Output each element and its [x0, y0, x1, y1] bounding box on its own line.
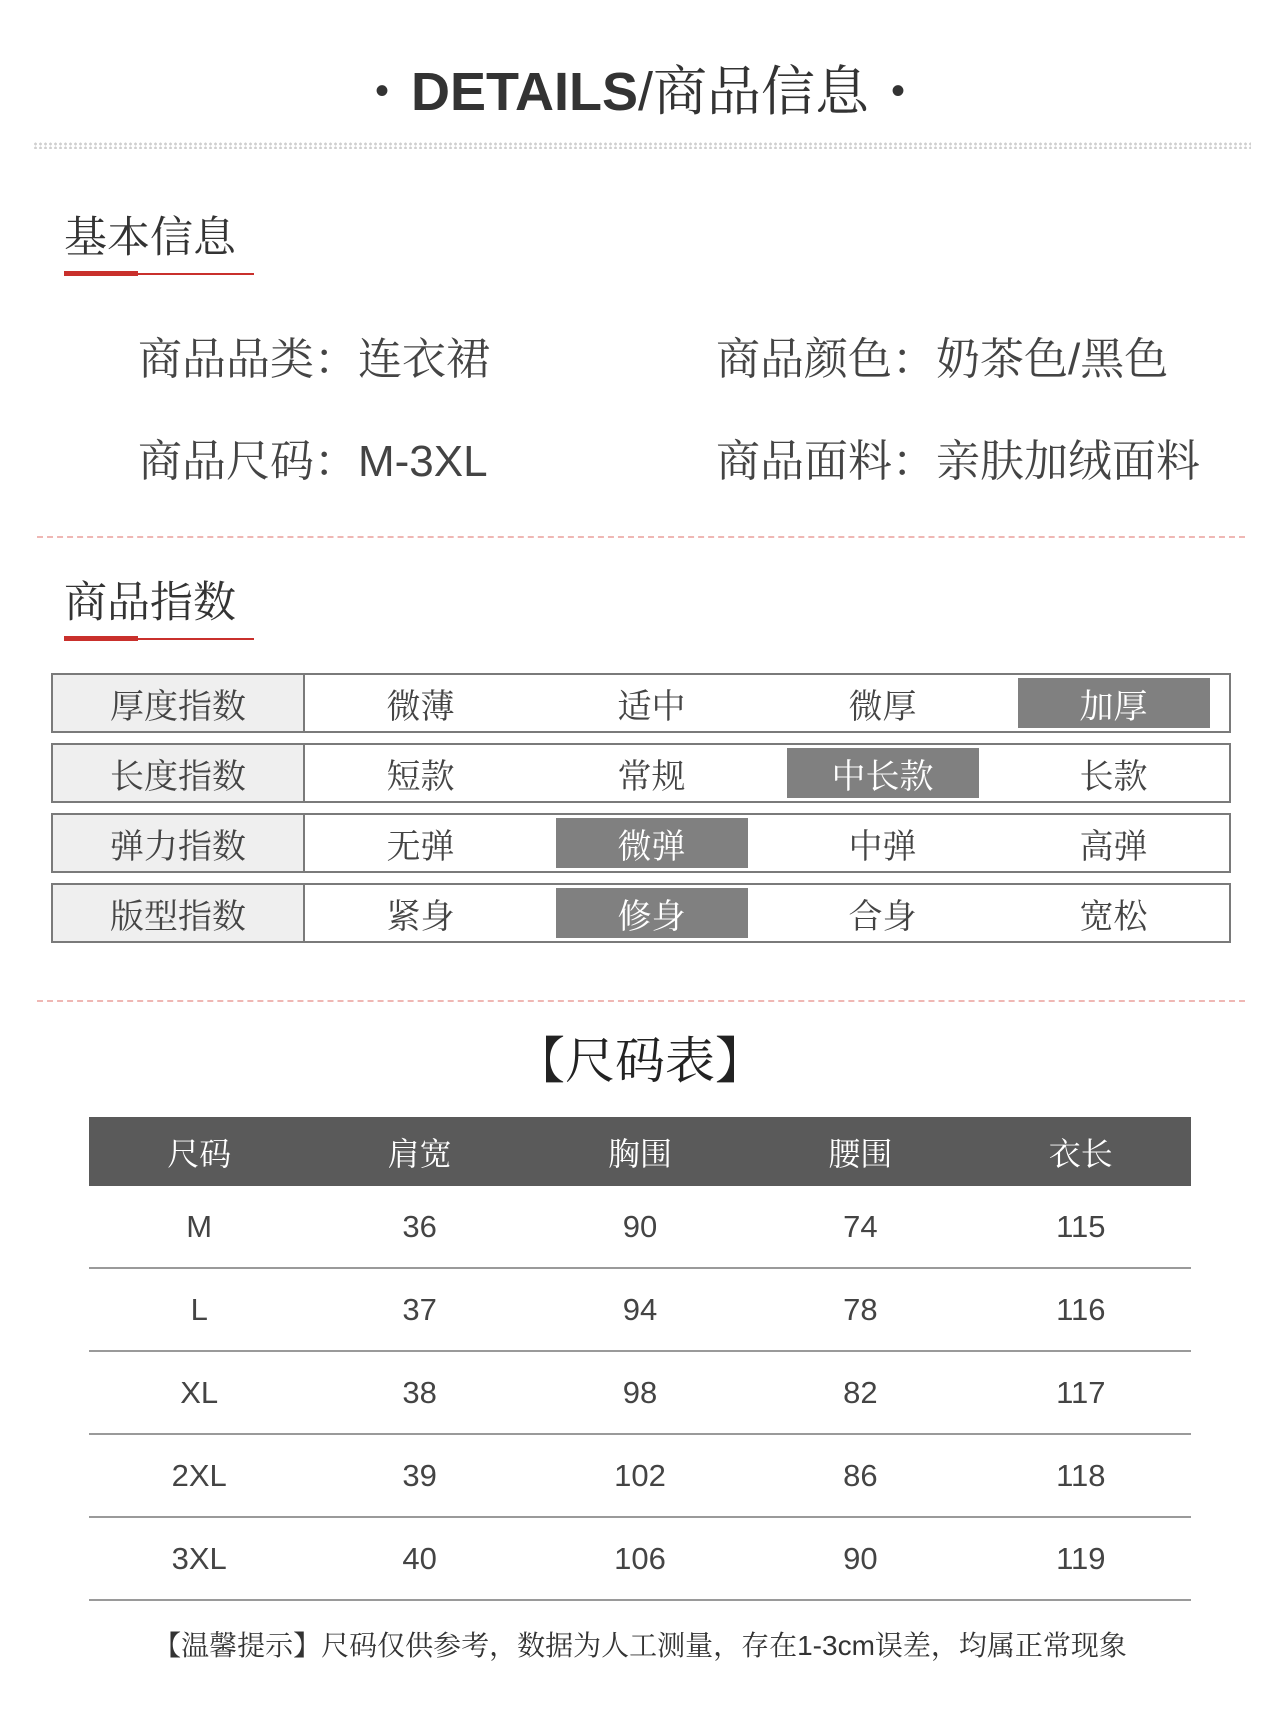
product-index-heading: 商品指数: [64, 579, 236, 627]
index-option-label: 常规: [617, 757, 686, 796]
size-chart-title: 【尺码表】: [515, 1033, 765, 1089]
size-col-header: 肩宽: [309, 1117, 529, 1186]
page-title: [0, 56, 1280, 127]
index-option-label: 无弹: [386, 827, 455, 866]
table-cell: 106: [530, 1517, 750, 1600]
index-option-label: 合身: [848, 897, 917, 936]
index-option-label: 宽松: [1079, 897, 1148, 936]
table-cell: 3XL: [89, 1517, 309, 1600]
index-option-label: 微厚: [848, 687, 917, 726]
info-size: [138, 434, 488, 490]
index-row: [51, 813, 1231, 873]
table-cell: 40: [309, 1517, 529, 1600]
index-option-label: 高弹: [1079, 827, 1148, 866]
index-option-label: 长款: [1079, 757, 1148, 796]
index-option: [998, 745, 1229, 801]
index-option: [767, 675, 998, 731]
info-color-value: 奶茶色/黑色: [936, 335, 1169, 384]
table-cell: 119: [971, 1517, 1191, 1600]
index-option-label: 短款: [386, 757, 455, 796]
table-cell: 2XL: [89, 1434, 309, 1517]
index-option: [998, 885, 1229, 941]
info-size-label: 商品尺码：: [138, 437, 358, 486]
index-option: [767, 815, 998, 871]
product-index-underline: [64, 638, 254, 640]
table-cell: 102: [530, 1434, 750, 1517]
size-table: [89, 1117, 1191, 1601]
index-row-label: 版型指数: [53, 885, 305, 941]
table-cell: 78: [750, 1268, 970, 1351]
index-option: [767, 745, 998, 801]
index-option: [998, 675, 1229, 731]
index-option: [536, 745, 767, 801]
index-row: [51, 883, 1231, 943]
info-category: [138, 332, 490, 388]
index-option-selected: 中长款: [787, 748, 979, 798]
index-row-label: 厚度指数: [53, 675, 305, 731]
tip-text: 【温馨提示】尺码仅供参考，数据为人工测量，存在1-3cm误差，均属正常现象: [153, 1630, 1127, 1661]
index-option-selected: 微弹: [556, 818, 748, 868]
table-cell: XL: [89, 1351, 309, 1434]
index-row: [51, 743, 1231, 803]
table-cell: 90: [530, 1186, 750, 1268]
index-option: [305, 815, 536, 871]
table-cell: 86: [750, 1434, 970, 1517]
table-row: [89, 1268, 1191, 1351]
title-divider: [33, 142, 1251, 149]
table-cell: 82: [750, 1351, 970, 1434]
title-bullet-right: •: [891, 69, 906, 113]
table-cell: 94: [530, 1268, 750, 1351]
index-option: [536, 815, 767, 871]
size-col-header: 尺码: [89, 1117, 309, 1186]
table-row: [89, 1186, 1191, 1268]
index-row-label: 长度指数: [53, 745, 305, 801]
size-col-header: 腰围: [750, 1117, 970, 1186]
table-row: [89, 1517, 1191, 1600]
index-option: [305, 675, 536, 731]
index-option-selected: 修身: [556, 888, 748, 938]
table-cell: 118: [971, 1434, 1191, 1517]
index-option: [305, 745, 536, 801]
index-option: [536, 885, 767, 941]
info-fabric-label: 商品面料：: [716, 437, 936, 486]
index-option: [998, 815, 1229, 871]
size-table-header: [89, 1117, 1191, 1186]
basic-info-underline: [64, 273, 254, 275]
index-option-selected: 加厚: [1018, 678, 1210, 728]
table-cell: 90: [750, 1517, 970, 1600]
table-cell: 117: [971, 1351, 1191, 1434]
index-option: [767, 885, 998, 941]
title-cn: /商品信息: [637, 62, 869, 122]
index-option-label: 微薄: [386, 687, 455, 726]
info-size-value: M-3XL: [358, 437, 488, 486]
table-cell: 74: [750, 1186, 970, 1268]
table-cell: 116: [971, 1268, 1191, 1351]
info-fabric: [716, 434, 1200, 490]
size-col-header: 胸围: [530, 1117, 750, 1186]
table-cell: 37: [309, 1268, 529, 1351]
basic-info-heading: 基本信息: [64, 214, 236, 262]
title-bullet-left: •: [374, 69, 389, 113]
size-col-header: 衣长: [971, 1117, 1191, 1186]
index-row-label: 弹力指数: [53, 815, 305, 871]
index-option: [305, 885, 536, 941]
info-category-value: 连衣裙: [358, 335, 490, 384]
info-category-label: 商品品类：: [138, 335, 358, 384]
table-cell: L: [89, 1268, 309, 1351]
table-row: [89, 1434, 1191, 1517]
title-en: DETAILS: [410, 62, 638, 122]
index-option-label: 适中: [617, 687, 686, 726]
index-option-label: 紧身: [386, 897, 455, 936]
index-option-label: 中弹: [848, 827, 917, 866]
table-cell: 39: [309, 1434, 529, 1517]
table-cell: 38: [309, 1351, 529, 1434]
index-row: [51, 673, 1231, 733]
info-color: [716, 332, 1168, 388]
section-divider: [37, 536, 1245, 538]
table-row: [89, 1351, 1191, 1434]
index-option: [536, 675, 767, 731]
info-color-label: 商品颜色：: [716, 335, 936, 384]
info-fabric-value: 亲肤加绒面料: [936, 437, 1200, 486]
table-cell: M: [89, 1186, 309, 1268]
table-cell: 98: [530, 1351, 750, 1434]
section-divider: [37, 1000, 1245, 1002]
table-cell: 115: [971, 1186, 1191, 1268]
table-cell: 36: [309, 1186, 529, 1268]
